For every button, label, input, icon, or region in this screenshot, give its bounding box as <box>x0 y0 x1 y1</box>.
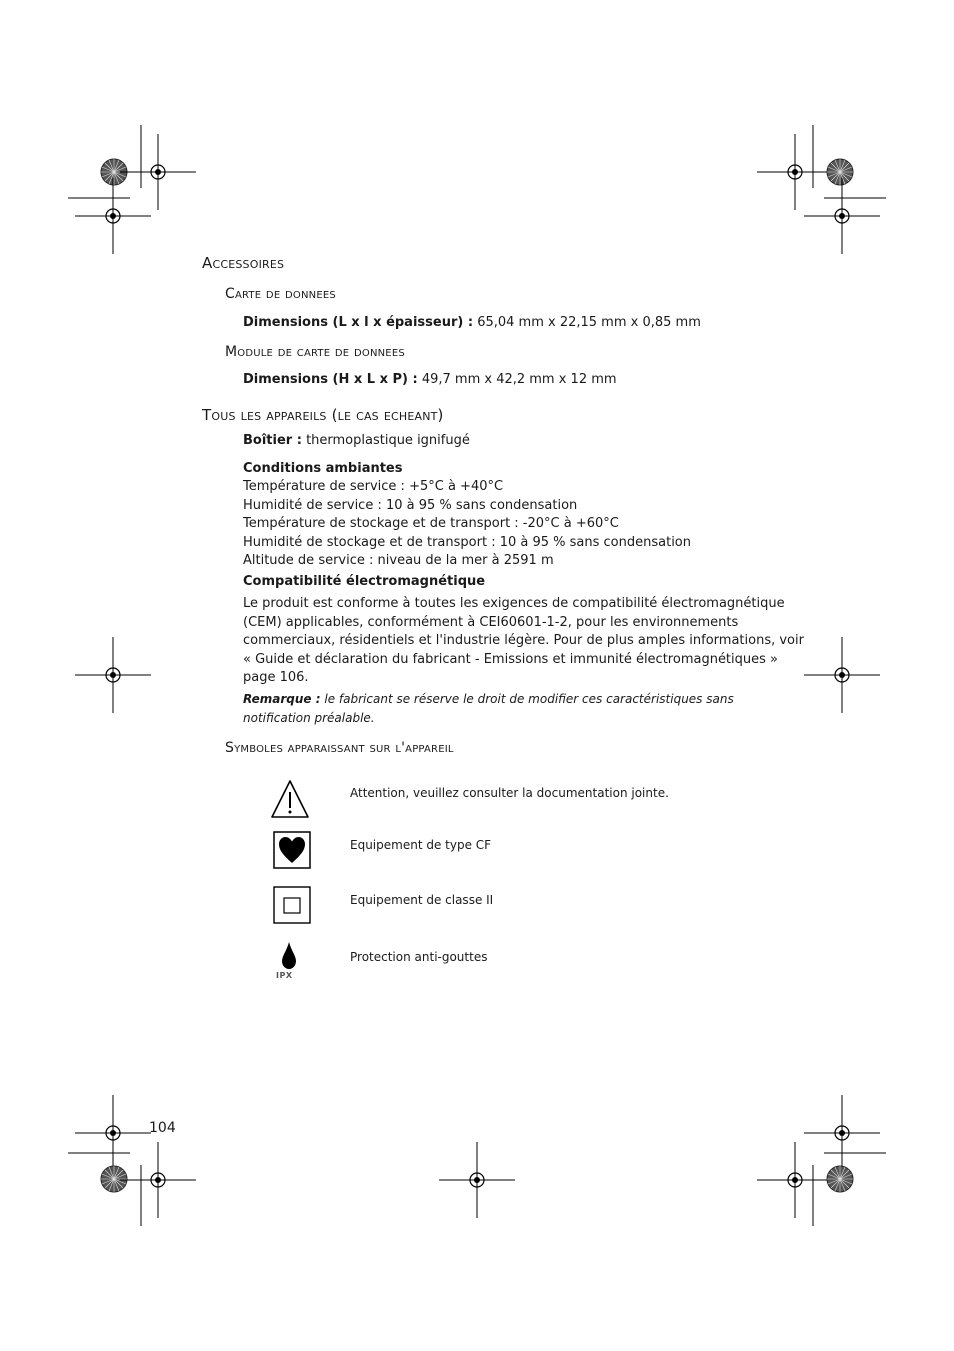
conditions-line: Altitude de service : niveau de la mer à 2591 m <box>243 553 554 568</box>
cem-line: commerciaux, résidentiels et l'industrie légère. Pour de plus amples informations, voir <box>243 633 804 648</box>
conditions-line: Température de service : +5°C à +40°C <box>243 479 504 494</box>
cem-title: Compatibilité électromagnétique <box>243 574 486 589</box>
symbol-desc-attention: Attention, veuillez consulter la documentation jointe. <box>350 786 669 800</box>
section-title-tous: Tous les appareils (le cas echeant) <box>202 406 444 424</box>
carte-dimensions-label: Dimensions (L x l x épaisseur) : <box>243 315 474 330</box>
remarque-text-1: le fabricant se réserve le droit de modifier ces caractéristiques sans <box>324 692 734 706</box>
warning-triangle-icon <box>270 779 310 819</box>
class-ii-square-icon <box>273 886 311 924</box>
cem-line: (CEM) applicables, conformément à CEI60601-1-2, pour les environnements <box>243 614 739 630</box>
conditions-line: Humidité de service : 10 à 95 % sans condensation <box>243 497 578 513</box>
remarque-text-2: notification préalable. <box>243 711 375 725</box>
carte-dimensions-value: 65,04 mm x 22,15 mm x 0,85 mm <box>477 315 701 330</box>
drop-ipx-icon <box>274 940 304 984</box>
subsection-title-module: Module de carte de donnees <box>225 344 405 360</box>
cem-line: Le produit est conforme à toutes les exigences de compatibilité électromagnétique <box>243 596 785 611</box>
page-number: 104 <box>149 1120 176 1136</box>
conditions-list <box>243 478 691 571</box>
subsection-title-symboles: Symboles apparaissant sur l'appareil <box>225 740 454 756</box>
carte-dimensions <box>243 314 701 333</box>
subsection-title-carte: Carte de donnees <box>225 286 336 302</box>
ipx-label: IPX <box>276 971 293 980</box>
remarque-label: Remarque : <box>243 692 321 706</box>
heart-type-cf-icon <box>273 831 311 869</box>
symbol-desc-type-cf: Equipement de type CF <box>350 838 492 852</box>
remarque-note <box>243 690 734 728</box>
section-title-accessoires: Accessoires <box>202 254 285 272</box>
boitier-line <box>243 432 470 451</box>
cem-paragraph <box>243 595 804 688</box>
cem-line: « Guide et déclaration du fabricant - Emissions et immunité électromagnétiques » <box>243 651 778 667</box>
cem-line: page 106. <box>243 670 309 685</box>
module-dimensions <box>243 371 617 390</box>
symbol-desc-classe-ii: Equipement de classe II <box>350 893 494 907</box>
conditions-line: Humidité de stockage et de transport : 10 à 95 % sans condensation <box>243 534 691 550</box>
module-dimensions-label: Dimensions (H x L x P) : <box>243 372 418 387</box>
symbol-desc-anti-gouttes: Protection anti-gouttes <box>350 950 488 964</box>
conditions-title: Conditions ambiantes <box>243 461 403 476</box>
boitier-value: thermoplastique ignifugé <box>306 433 470 448</box>
boitier-label: Boîtier : <box>243 433 302 448</box>
module-dimensions-value: 49,7 mm x 42,2 mm x 12 mm <box>421 372 617 387</box>
conditions-line: Température de stockage et de transport : -20°C à +60°C <box>243 516 619 531</box>
